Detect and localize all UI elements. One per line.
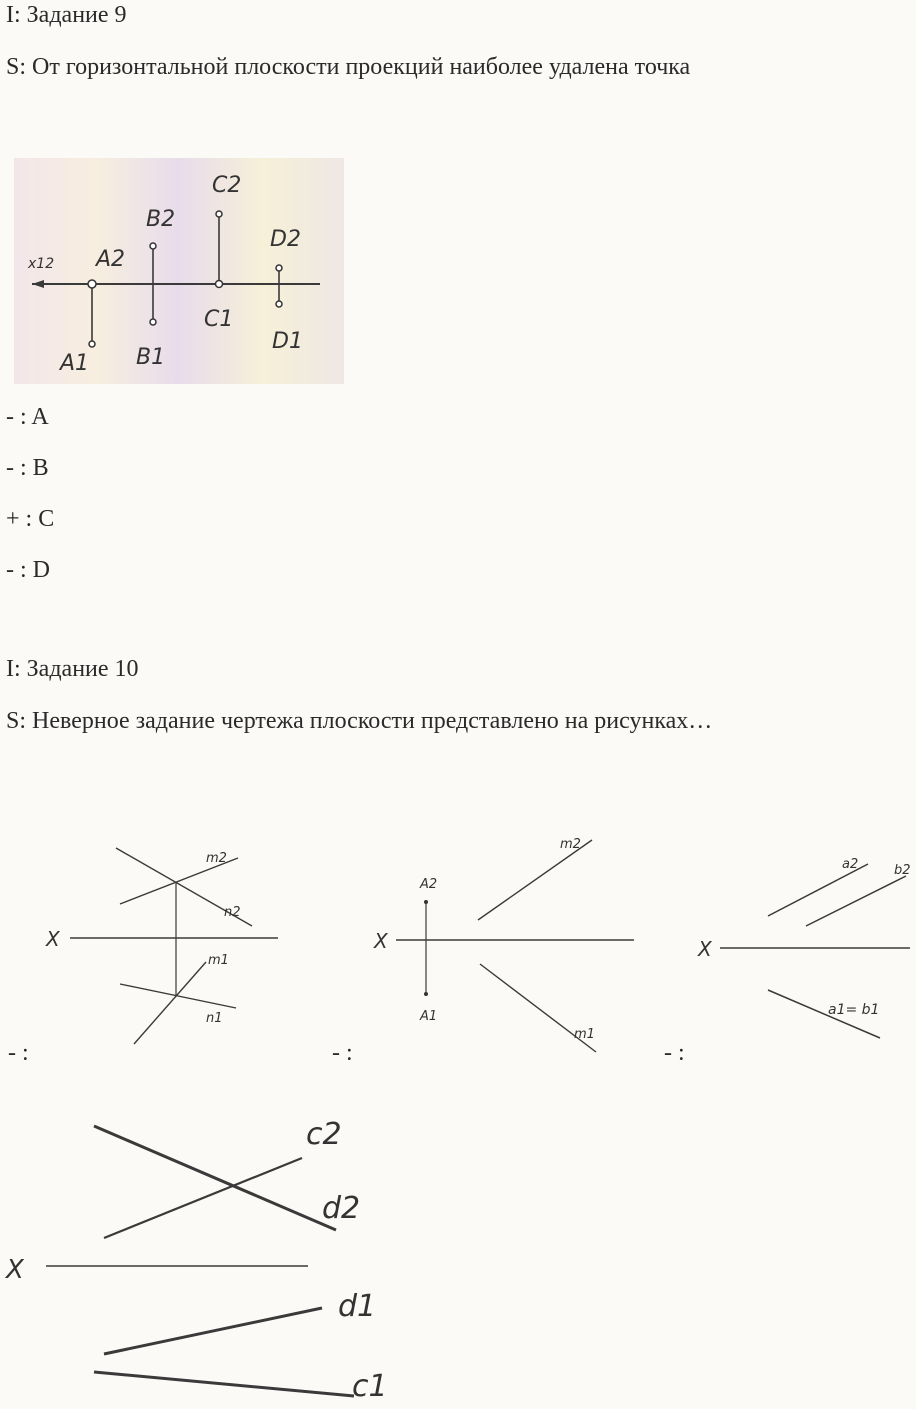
fig4-c2-label: c2 — [306, 1117, 342, 1152]
option-a[interactable] — [6, 404, 49, 431]
task9-question: S: От горизонтальной плоскости проекций наиболее удалена точка — [6, 54, 691, 80]
option-b-text: B — [32, 455, 49, 481]
task9-header: I: Задание 9 — [6, 2, 127, 28]
task10-question: S: Неверное задание чертежа плоскости представлено на рисунках… — [6, 708, 713, 734]
point-b1 — [150, 319, 156, 325]
fig2-point-a2 — [424, 900, 428, 904]
task10-figure-4 — [0, 1106, 400, 1409]
point-a2 — [88, 280, 96, 288]
option-a-text: A — [31, 404, 49, 430]
option-c[interactable] — [6, 506, 54, 533]
fig2-point-a1 — [424, 992, 428, 996]
label-a1: A1 — [60, 351, 90, 376]
option-c-mark: + : — [6, 506, 33, 532]
fig2-x-label: X — [374, 929, 388, 953]
fig1-n1-label: n1 — [206, 1011, 223, 1026]
option-a-mark: - : — [6, 404, 27, 430]
option-b-mark: - : — [6, 455, 27, 481]
point-d1 — [276, 301, 282, 307]
fig4-d2-label: d2 — [322, 1191, 361, 1226]
fig2-m2-label: m2 — [560, 837, 581, 852]
label-a2: A2 — [96, 247, 126, 272]
option-d-mark: - : — [6, 557, 27, 583]
option-d-text: D — [32, 557, 51, 583]
fig1-n2-label: n2 — [224, 905, 241, 920]
fig3-b2-label: b2 — [894, 863, 911, 878]
label-d2: D2 — [270, 227, 301, 252]
fig2-m1-label: m1 — [574, 1027, 595, 1042]
fig4-d1-label: d1 — [338, 1289, 377, 1324]
task10-figure-3 — [696, 846, 916, 1046]
task9-figure — [14, 158, 344, 384]
task10-header: I: Задание 10 — [6, 656, 139, 682]
point-a1 — [89, 341, 95, 347]
label-b2: B2 — [146, 207, 176, 232]
label-d1: D1 — [272, 329, 303, 354]
task10-figure-2 — [370, 826, 640, 1056]
label-c1: C1 — [204, 307, 234, 332]
fig4-c1-label: c1 — [352, 1369, 388, 1404]
option-b[interactable] — [6, 455, 49, 482]
option-c-text: C — [38, 506, 55, 532]
point-b2 — [150, 243, 156, 249]
axis-label: x12 — [28, 256, 55, 272]
fig1-m1-label: m1 — [208, 953, 229, 968]
fig3-a2-label: a2 — [842, 857, 859, 872]
fig2-option-mark[interactable]: - : — [332, 1040, 353, 1066]
fig4-x-label: X — [6, 1255, 24, 1285]
label-c2: C2 — [212, 173, 242, 198]
point-c1 — [216, 281, 223, 288]
fig3-option-mark[interactable]: - : — [664, 1040, 685, 1066]
fig2-a2-label: A2 — [420, 877, 438, 892]
task10-figure-1 — [40, 836, 290, 1056]
option-d[interactable] — [6, 557, 50, 584]
fig3-x-label: X — [698, 937, 712, 961]
fig3-ab1-label: a1= b1 — [828, 1002, 880, 1018]
label-b1: B1 — [136, 345, 166, 370]
point-d2 — [276, 265, 282, 271]
fig1-option-mark[interactable]: - : — [8, 1040, 29, 1066]
fig1-m2-label: m2 — [206, 851, 227, 866]
point-c2 — [216, 211, 222, 217]
fig2-a1-label: A1 — [420, 1009, 438, 1024]
fig1-x-label: X — [46, 927, 60, 951]
